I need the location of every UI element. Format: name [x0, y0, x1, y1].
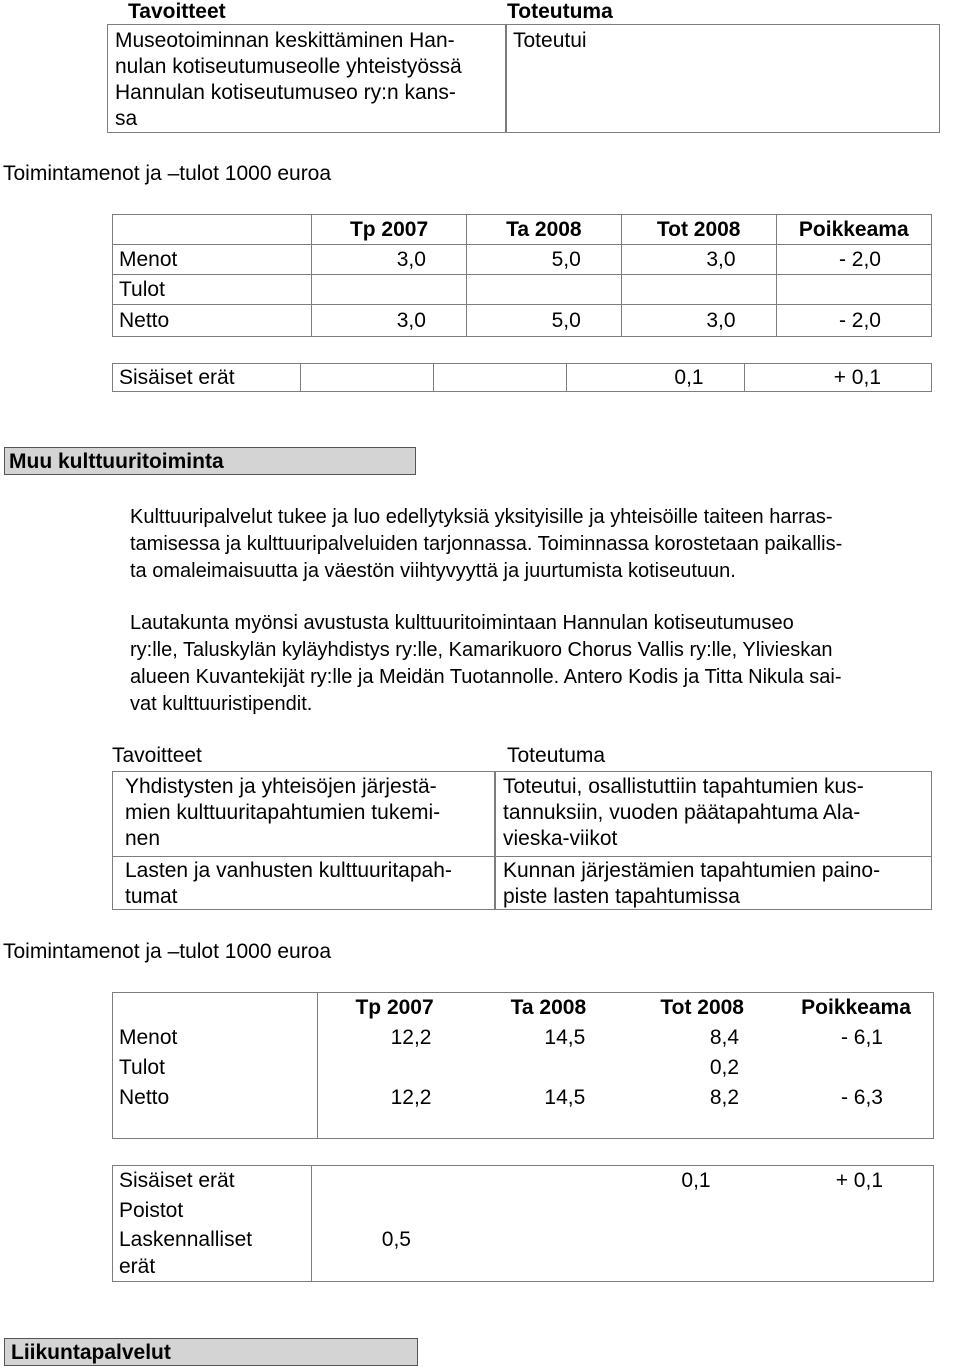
table-row [113, 1226, 934, 1254]
table-cell: 14,5 [544, 1085, 586, 1109]
row-label: erät [113, 1254, 312, 1282]
table-cell [578, 1196, 750, 1226]
table-cell [451, 1166, 578, 1196]
goal-cell [112, 771, 495, 857]
table-cell [317, 1053, 471, 1083]
paragraph-line: vat kulttuuristipendit. [130, 693, 313, 715]
table-cell [578, 1254, 750, 1282]
table-cell: 0,1 [567, 364, 744, 392]
paragraph-line: alueen Kuvantekijät ry:lle ja Meidän Tuotannolle. Antero Kodis ja Titta Nikula sai- [130, 666, 842, 688]
table-cell [434, 364, 567, 392]
row-label: Laskennalliset [113, 1226, 312, 1254]
table-cell: 0,2 [709, 1055, 740, 1079]
table-cell [751, 1226, 934, 1254]
goal-line: nen [125, 827, 161, 850]
goal-line: Hannulan kotiseutumuseo ry:n kans- [115, 81, 456, 104]
table-row [113, 275, 932, 305]
table-cell: 8,4 [709, 1025, 740, 1049]
table-cell: + 0,1 [835, 1168, 883, 1192]
table-cell: 8,2 [709, 1085, 740, 1109]
table-cell [751, 1196, 934, 1226]
goal-cell-1 [107, 24, 506, 133]
table-header-cell: Tp 2007 [355, 995, 434, 1019]
row-label: Netto [113, 305, 312, 337]
table-cell [751, 1254, 934, 1282]
row-label: Menot [113, 245, 312, 275]
table-header-cell: Ta 2008 [510, 995, 587, 1019]
table-header-cell: Tp 2007 [312, 215, 467, 245]
table-cell [779, 1113, 933, 1139]
table-row [113, 1196, 934, 1226]
table-cell [451, 1254, 578, 1282]
table-header-row [113, 993, 934, 1023]
result-line: piste lasten tapahtumissa [503, 885, 740, 908]
table-cell: 12,2 [390, 1025, 432, 1049]
table-row [113, 1053, 934, 1083]
results-header-2: Toteutuma [507, 744, 606, 767]
table-cell [471, 1053, 625, 1083]
row-label: Sisäiset erät [113, 364, 301, 392]
goals-header-2: Tavoitteet [112, 744, 202, 767]
table-cell: - 6,3 [840, 1085, 883, 1109]
paragraph [130, 504, 950, 585]
goal-cell [112, 856, 495, 910]
table-row [113, 245, 932, 275]
table-cell: - 2,0 [776, 305, 931, 337]
paragraph-line: Lautakunta myönsi avustusta kulttuuritoimintaan Hannulan kotiseutumuseo [130, 612, 794, 634]
table-header-cell: Poikkeama [776, 215, 931, 245]
table-cell [451, 1196, 578, 1226]
table-cell [311, 1196, 451, 1226]
goal-line: sa [115, 107, 138, 130]
paragraph [130, 610, 950, 718]
finance-table-2 [112, 992, 934, 1139]
table-cell [776, 275, 931, 305]
result-text: Toteutui [513, 29, 587, 52]
table-cell [317, 1113, 471, 1139]
table-cell: 3,0 [312, 245, 467, 275]
table-row [113, 1023, 934, 1053]
table-cell [466, 275, 621, 305]
result-cell [495, 856, 932, 910]
section-title: Liikuntapalvelut [4, 1338, 418, 1366]
table-cell: 14,5 [544, 1025, 586, 1049]
table-cell [621, 275, 776, 305]
result-line: Toteutui, osallistuttiin tapahtumien kus- [503, 775, 864, 798]
table-cell [451, 1226, 578, 1254]
table-row [113, 305, 932, 337]
goal-line: Yhdistysten ja yhteisöjen järjestä- [125, 775, 437, 798]
result-cell-1 [506, 24, 940, 133]
internal-items-table-1 [112, 363, 932, 392]
table-cell: 5,0 [466, 245, 621, 275]
internal-items-table-2 [112, 1165, 934, 1282]
table-row [113, 1166, 934, 1196]
table-row [113, 1083, 934, 1113]
row-label: Sisäiset erät [113, 1166, 312, 1196]
goal-line: mien kulttuuritapahtumien tukemi- [125, 801, 441, 824]
result-line: Kunnan järjestämien tapahtumien paino- [503, 859, 881, 882]
table-cell: 3,0 [621, 245, 776, 275]
result-line: vieska-viikot [503, 827, 618, 850]
table-header-cell [113, 215, 312, 245]
table-header-cell: Poikkeama [801, 995, 911, 1019]
finance-title-1: Toimintamenot ja –tulot 1000 euroa [3, 162, 332, 185]
table-header-cell: Tot 2008 [621, 215, 776, 245]
goal-line: nulan kotiseutumuseolle yhteistyössä [115, 55, 462, 78]
table-cell [301, 364, 434, 392]
table-header-cell [113, 993, 318, 1023]
row-label: Tulot [113, 275, 312, 305]
results-header-1: Toteutuma [507, 0, 613, 23]
table-cell: + 0,1 [744, 364, 931, 392]
goal-line: tumat [125, 885, 178, 908]
table-header-row [113, 215, 932, 245]
result-line: tannuksiin, vuoden päätapahtuma Ala- [503, 801, 861, 824]
goals-header-1: Tavoitteet [128, 0, 226, 23]
table-cell [779, 1053, 933, 1083]
table-cell [113, 1113, 318, 1139]
table-cell [312, 275, 467, 305]
goal-line: Lasten ja vanhusten kulttuuritapah- [125, 859, 452, 882]
table-cell: 5,0 [466, 305, 621, 337]
paragraph-line: tamisessa ja kulttuuripalveluiden tarjonnassa. Toiminnassa korostetaan paikallis- [130, 533, 843, 555]
table-cell [471, 1113, 625, 1139]
row-label: Tulot [113, 1053, 318, 1083]
table-spacer-row [113, 1113, 934, 1139]
paragraph-line: ry:lle, Taluskylän kyläyhdistys ry:lle, Kamarikuoro Chorus Vallis ry:lle, Ylivieskan [130, 639, 833, 661]
table-cell: - 2,0 [776, 245, 931, 275]
table-cell: 3,0 [621, 305, 776, 337]
goal-line: Museotoiminnan keskittäminen Han- [115, 29, 455, 52]
row-label: Menot [113, 1023, 318, 1053]
row-label: Netto [113, 1083, 318, 1113]
table-cell [578, 1226, 750, 1254]
table-row [113, 364, 932, 392]
paragraph-line: Kulttuuripalvelut tukee ja luo edellytyksiä yksityisille ja yhteisöille taiteen harras- [130, 506, 833, 528]
table-cell: - 6,1 [840, 1025, 883, 1049]
result-cell [495, 771, 932, 857]
table-header-cell: Ta 2008 [466, 215, 621, 245]
table-row [113, 1254, 934, 1282]
table-cell: 0,5 [381, 1227, 411, 1251]
table-header-cell: Tot 2008 [660, 995, 744, 1019]
paragraph-line: ta omaleimaisuutta ja väestön viihtyvyyttä ja juurtumista kotiseutuun. [130, 560, 736, 582]
finance-table-1 [112, 214, 932, 337]
table-cell: 3,0 [312, 305, 467, 337]
table-cell [311, 1254, 451, 1282]
section-title: Muu kulttuuritoiminta [4, 447, 416, 475]
table-cell: 0,1 [681, 1168, 711, 1192]
row-label: Poistot [113, 1196, 312, 1226]
table-cell [311, 1166, 451, 1196]
table-cell: 12,2 [390, 1085, 432, 1109]
table-cell [625, 1113, 779, 1139]
finance-title-2: Toimintamenot ja –tulot 1000 euroa [3, 940, 332, 963]
